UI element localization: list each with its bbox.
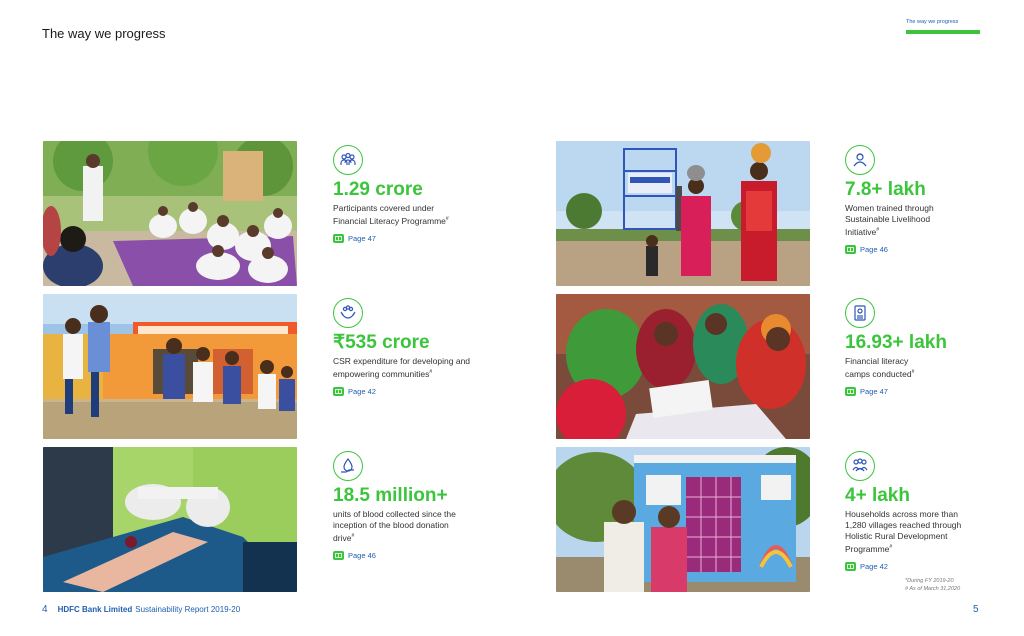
page-link[interactable] (845, 387, 1005, 396)
footnotes (905, 577, 960, 593)
page-link[interactable] (333, 551, 493, 560)
stat-description: Women trained through Sustainable Livelihood Initiative# (845, 203, 934, 237)
people-group-icon (333, 145, 363, 175)
page-link-label[interactable]: Page 46 (348, 550, 376, 560)
book-icon (333, 387, 344, 396)
page-link[interactable] (845, 562, 1005, 571)
photo-women-carrying-water (556, 141, 810, 286)
page-link[interactable] (845, 245, 1005, 254)
page-link-label[interactable]: Page 47 (860, 386, 888, 396)
photo-village-couple-toilet (556, 447, 810, 592)
stat-value: 1.29 crore (333, 179, 423, 200)
page-link-label[interactable]: Page 42 (348, 386, 376, 396)
page-link[interactable] (333, 387, 493, 396)
page-link-label[interactable]: Page 47 (348, 233, 376, 243)
section-tag-underline (906, 30, 980, 34)
page-link-label[interactable]: Page 42 (860, 561, 888, 571)
stat-blood-donation (333, 451, 493, 560)
book-icon (845, 387, 856, 396)
stat-women-trained (845, 145, 1005, 254)
photo-women-training-group (556, 294, 810, 439)
stat-csr-expenditure (333, 298, 493, 396)
woman-user-icon (845, 145, 875, 175)
hands-community-icon (333, 298, 363, 328)
households-group-icon (845, 451, 875, 481)
page-title: The way we progress (42, 26, 166, 41)
footer-left (42, 604, 240, 615)
stat-financial-literacy-camps (845, 298, 1005, 396)
stat-description: CSR expenditure for developing and empowering communities# (333, 356, 471, 379)
book-icon (333, 551, 344, 560)
footnote-line: # As of March 31,2020 (905, 586, 961, 592)
section-tag: The way we progress (906, 19, 959, 25)
stat-value: 18.5 million+ (333, 485, 448, 506)
page-link-label[interactable]: Page 46 (860, 244, 888, 254)
stat-households-reached (845, 451, 1005, 571)
document-clipboard-icon (845, 298, 875, 328)
footer-report-title: Sustainability Report 2019-20 (135, 605, 241, 614)
book-icon (845, 562, 856, 571)
stat-financial-literacy-participants (333, 145, 493, 243)
page-number-right: 5 (973, 604, 979, 615)
stat-value: ₹535 crore (333, 332, 430, 353)
blood-drop-hand-icon (333, 451, 363, 481)
footnote-line: *During FY 2019-20 (905, 578, 954, 584)
page-link[interactable] (333, 234, 493, 243)
photo-blood-donation (43, 447, 297, 592)
footer-brand: HDFC Bank Limited (57, 605, 133, 614)
photo-school-children (43, 294, 297, 439)
stat-value: 4+ lakh (845, 485, 910, 506)
photo-financial-literacy-session (43, 141, 297, 286)
book-icon (333, 234, 344, 243)
stat-description: Financial literacy camps conducted# (845, 356, 915, 379)
stat-description: units of blood collected since the inception of the blood donation drive# (333, 509, 456, 543)
page-number-left: 4 (42, 604, 48, 615)
book-icon (845, 245, 856, 254)
stat-value: 7.8+ lakh (845, 179, 926, 200)
stat-value: 16.93+ lakh (845, 332, 947, 353)
stat-description: Participants covered under Financial Literacy Programme# (333, 203, 449, 226)
stat-description: Households across more than 1,280 villages reached through Holistic Rural Development Programme# (845, 509, 962, 554)
